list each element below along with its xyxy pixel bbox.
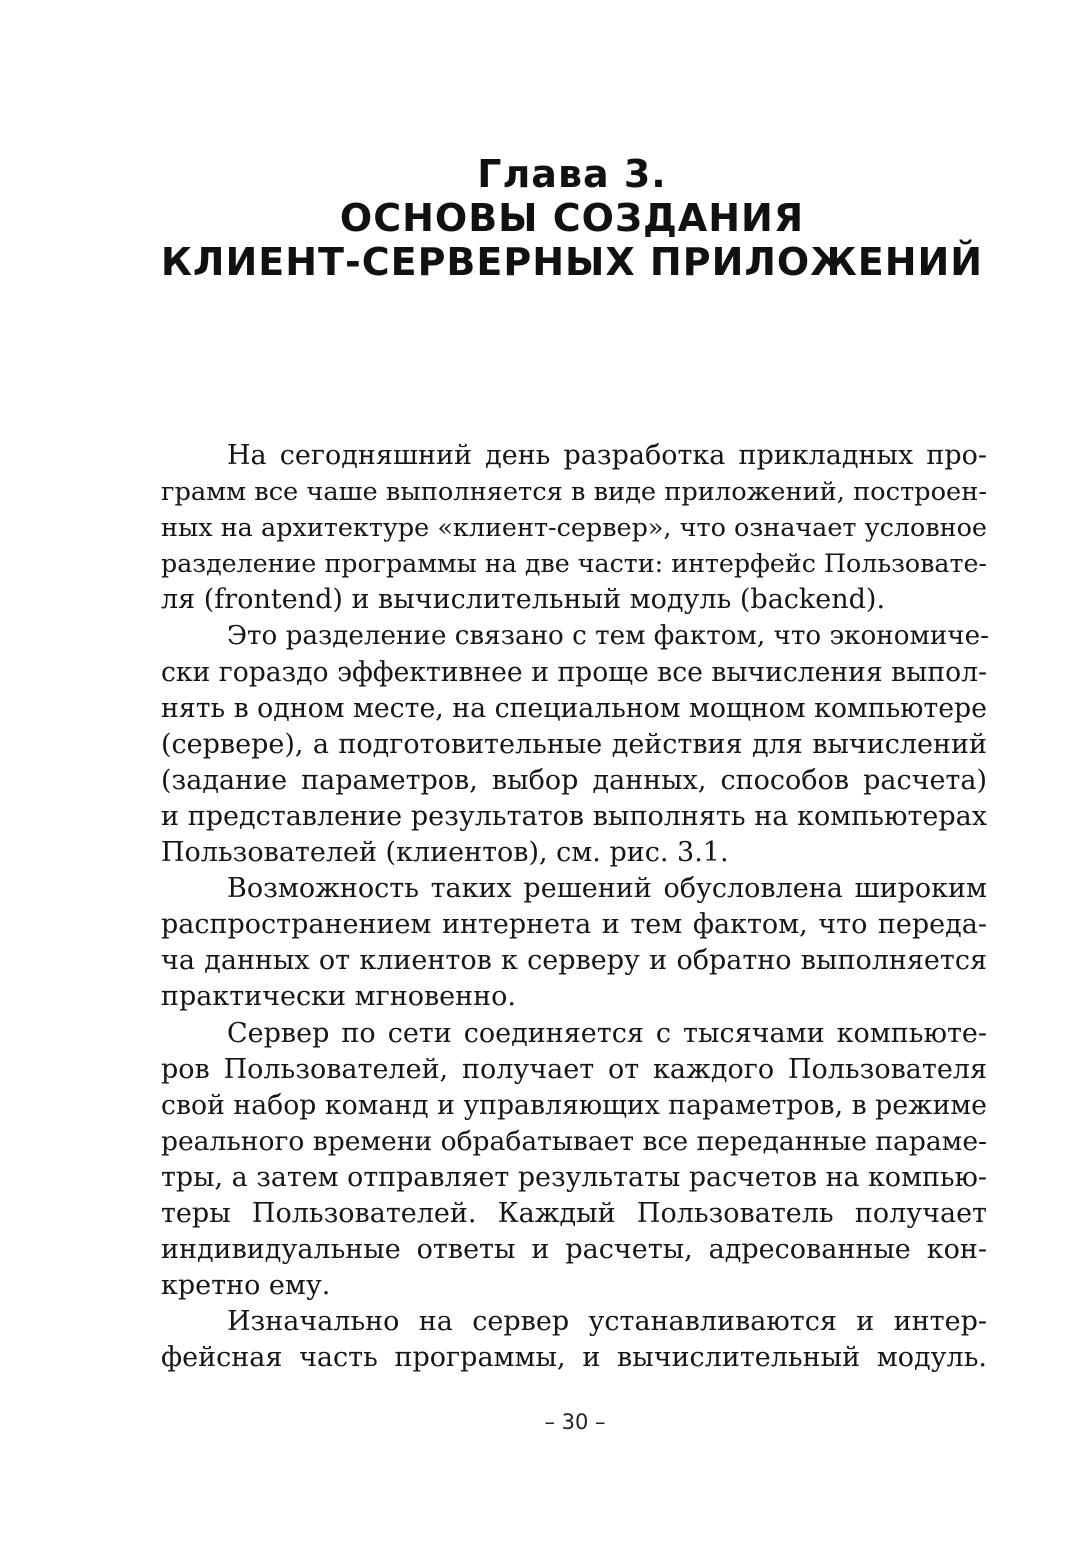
text-line: и представление результатов выполнять на компьютерах: [161, 800, 987, 832]
body-text: [161, 438, 987, 1376]
text-line: практически мгновенно.: [161, 981, 516, 1013]
page-number: – 30 –: [544, 1410, 606, 1434]
text-line: теры Пользователей. Каждый Пользователь получает: [161, 1197, 987, 1229]
text-line: распространением интернета и тем фактом, что переда-: [161, 909, 987, 941]
text-line: (задание параметров, выбор данных, способов расчета): [161, 764, 987, 796]
text-line: фейсная часть программы, и вычислительный модуль.: [161, 1342, 987, 1374]
text-line: ля (frontend) и вычислительный модуль (backend).: [161, 584, 886, 616]
text-line: Сервер по сети соединяется с тысячами компьюте-: [227, 1017, 987, 1049]
text-line: Изначально на сервер устанавливаются и интер-: [227, 1306, 987, 1338]
text-line: ных на архитектуре «клиент-сервер», что означает условное: [161, 513, 987, 544]
text-line: ски гораздо эффективнее и проще все вычисления выпол-: [161, 656, 987, 688]
text-line: На сегодняшний день разработка прикладных про-: [227, 440, 987, 471]
text-line: реального времени обрабатывает все переданные параме-: [161, 1125, 987, 1157]
text-line: ров Пользователей, получает от каждого Пользователя: [161, 1053, 987, 1085]
text-line: Возможность таких решений обусловлена широким: [227, 873, 987, 905]
chapter-number: Глава 3.: [477, 152, 667, 196]
text-line: разделение программы на две части: интерфейс Пользовате-: [161, 549, 987, 579]
text-line: тры, а затем отправляет результаты расчетов на компью-: [161, 1161, 987, 1193]
text-line: свой набор команд и управляющих параметров, в режиме: [161, 1089, 987, 1121]
chapter-title-line-2: КЛИЕНТ-СЕРВЕРНЫХ ПРИЛОЖЕНИЙ: [160, 240, 984, 284]
text-line: грамм все чаше выполняется в виде приложений, построен-: [161, 477, 987, 508]
text-line: кретно ему.: [161, 1270, 331, 1302]
text-line: индивидуальные ответы и расчеты, адресованные кон-: [161, 1234, 987, 1266]
text-line: (сервере), а подготовительные действия для вычислений: [161, 728, 987, 760]
chapter-heading: [160, 152, 984, 284]
text-line: Пользователей (клиентов), см. рис. 3.1.: [161, 837, 729, 869]
text-line: нять в одном месте, на специальном мощном компьютере: [161, 692, 987, 724]
chapter-title-line-1: ОСНОВЫ СОЗДАНИЯ: [339, 196, 805, 240]
text-line: ча данных от клиентов к серверу и обратно выполняется: [161, 945, 987, 977]
text-line: Это разделение связано с тем фактом, что экономиче-: [227, 621, 989, 652]
